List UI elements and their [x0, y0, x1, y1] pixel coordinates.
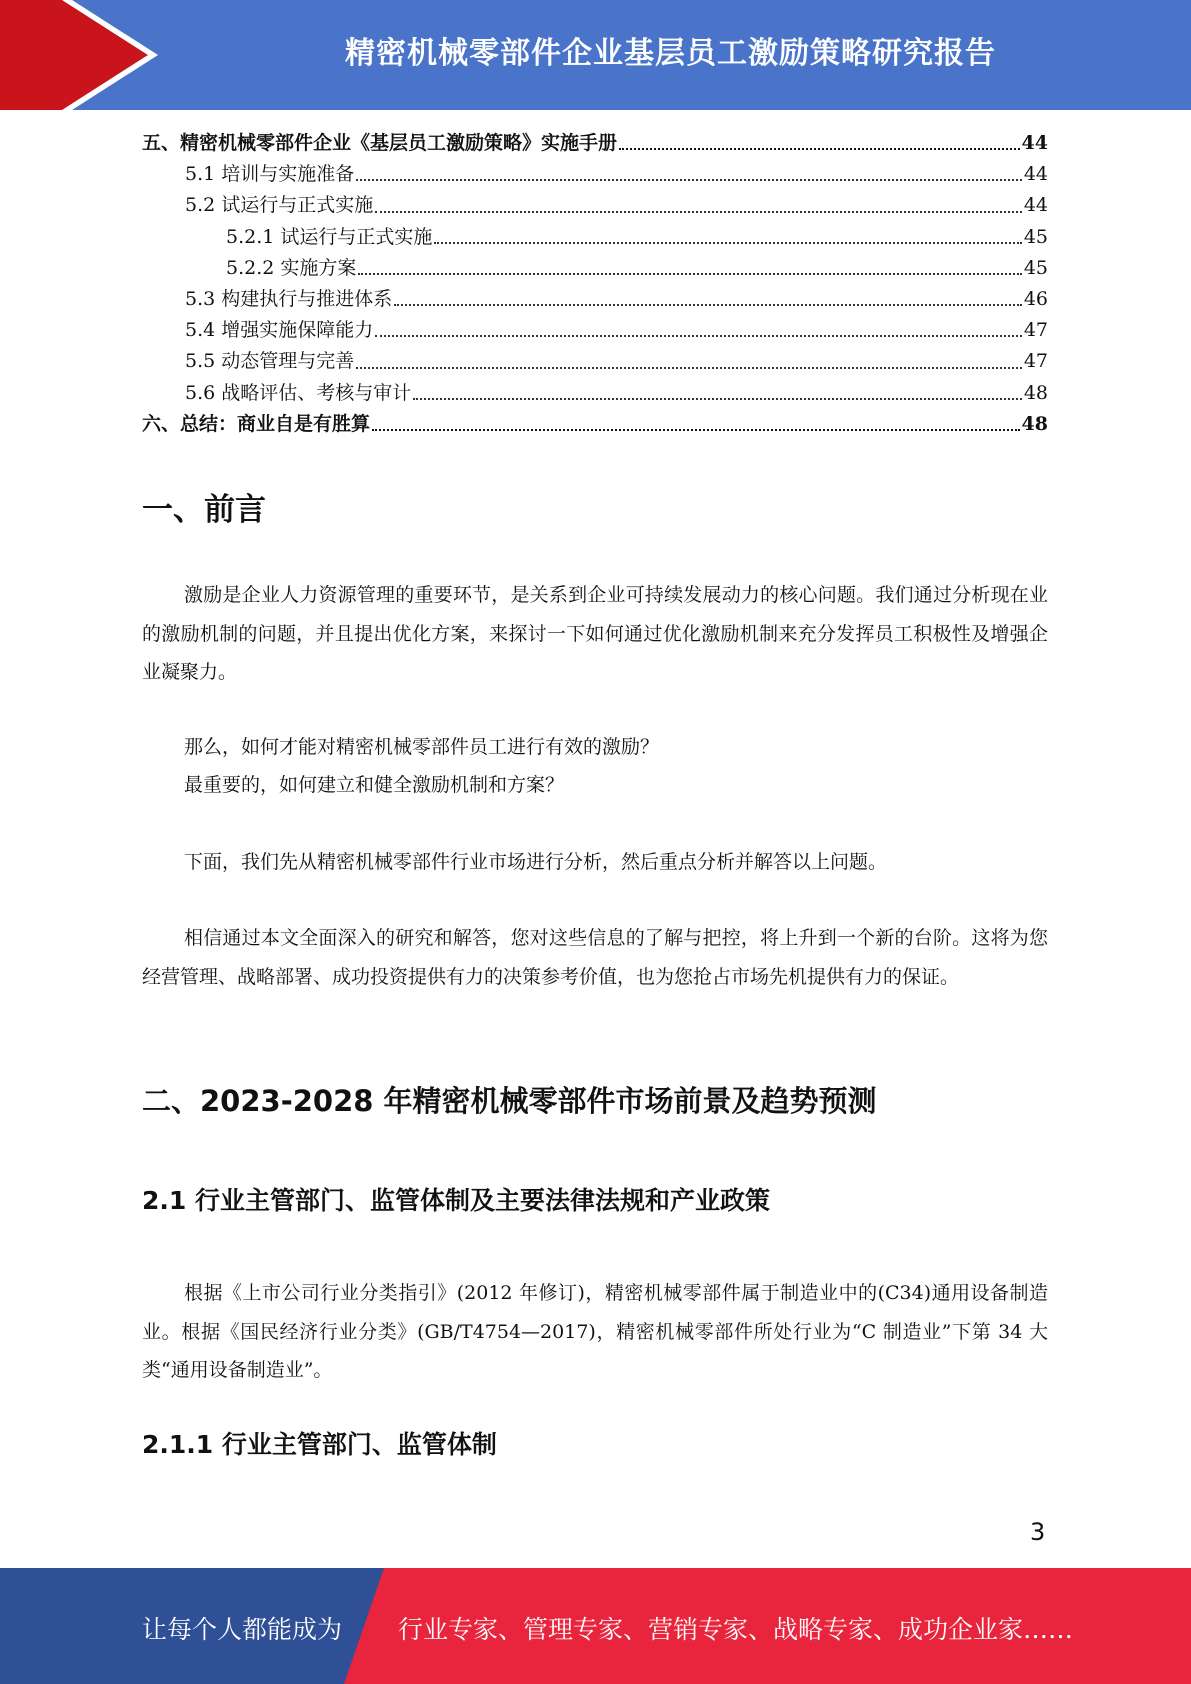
preface-paragraph-3: 相信通过本文全面深入的研究和解答，您对这些信息的了解与把控，将上升到一个新的台阶。这将为您经营管理、战略部署、成功投资提供有力的决策参考价值，也为您抢占市场先机提供有力的保证。 [142, 927, 1048, 988]
toc-entry-page: 45 [1023, 256, 1048, 279]
toc-entry-label: 5.2.2 实施方案 [226, 256, 357, 279]
toc-leader-dots [375, 334, 1022, 337]
toc-entry-page: 44 [1021, 132, 1048, 154]
toc-entry-page: 47 [1023, 319, 1048, 342]
toc-entry-page: 48 [1023, 381, 1048, 404]
toc-entry[interactable] [142, 378, 1048, 409]
toc-leader-dots [619, 147, 1020, 150]
header-arrow-decoration [0, 0, 160, 110]
toc-entry-label: 5.5 动态管理与完善 [185, 350, 355, 373]
toc-entry[interactable] [142, 409, 1048, 440]
toc-entry[interactable] [142, 159, 1048, 190]
toc-leader-dots [394, 303, 1022, 306]
preface-question-1: 那么，如何才能对精密机械零部件员工进行有效的激励？ [184, 736, 660, 758]
header-title: 精密机械零部件企业基层员工激励策略研究报告 [345, 36, 996, 71]
toc-entry[interactable] [142, 253, 1048, 284]
toc-leader-dots [413, 397, 1022, 400]
page-header [0, 0, 1191, 110]
toc-entry-page: 46 [1023, 287, 1048, 310]
page-footer [0, 1568, 1191, 1684]
preface-question-2: 最重要的，如何建立和健全激励机制和方案？ [184, 774, 565, 796]
toc-leader-dots [358, 272, 1021, 275]
toc-entry[interactable] [142, 128, 1048, 159]
toc-leader-dots [375, 210, 1022, 213]
section-heading-preface: 一、前言 [142, 492, 266, 528]
toc-entry-page: 45 [1023, 225, 1048, 248]
toc-leader-dots [372, 428, 1020, 431]
toc-leader-dots [356, 178, 1022, 181]
toc-entry-label: 5.2 试运行与正式实施 [185, 194, 374, 217]
subsection-heading-2-1: 2.1 行业主管部门、监管体制及主要法律法规和产业政策 [142, 1186, 770, 1215]
toc-entry-page: 44 [1023, 163, 1048, 186]
toc-entry-page: 48 [1021, 412, 1048, 435]
toc-entry-label: 5.3 构建执行与推进体系 [185, 287, 393, 310]
toc-entry-page: 44 [1023, 194, 1048, 217]
subsection-heading-2-1-1: 2.1.1 行业主管部门、监管体制 [142, 1430, 497, 1459]
page-number: 3 [1030, 1518, 1046, 1546]
toc-entry[interactable] [142, 222, 1048, 253]
toc-entry[interactable] [142, 346, 1048, 377]
toc-entry[interactable] [142, 315, 1048, 346]
toc-entry-label: 5.1 培训与实施准备 [185, 163, 355, 186]
toc-entry-label: 六、总结：商业自是有胜算 [142, 412, 371, 435]
footer-slogan-left: 让每个人都能成为 [142, 1615, 343, 1644]
toc-entry-label: 5.4 增强实施保障能力 [185, 319, 374, 342]
section-heading-market-forecast: 二、2023-2028 年精密机械零部件市场前景及趋势预测 [142, 1084, 877, 1118]
toc-leader-dots [356, 366, 1022, 369]
toc-entry-page: 47 [1023, 350, 1048, 373]
toc-leader-dots [434, 241, 1021, 244]
toc-entry-label: 5.6 战略评估、考核与审计 [185, 381, 412, 404]
table-of-contents [142, 128, 1048, 440]
preface-paragraph-2: 下面，我们先从精密机械零部件行业市场进行分析，然后重点分析并解答以上问题。 [184, 851, 888, 873]
toc-entry[interactable] [142, 284, 1048, 315]
subsection-2-1-paragraph: 根据《上市公司行业分类指引》(2012 年修订)，精密机械零部件属于制造业中的(C34)通用设备制造业。根据《国民经济行业分类》(GB/T4754—2017)，精密机械零部件所处行业为“C 制造业”下第 34 大类“通用设备制造业”。 [142, 1282, 1048, 1381]
preface-paragraph-1: 激励是企业人力资源管理的重要环节，是关系到企业可持续发展动力的核心问题。我们通过分析现在业的激励机制的问题，并且提出优化方案，来探讨一下如何通过优化激励机制来充分发挥员工积极性及增强企业凝聚力。 [142, 584, 1048, 683]
toc-entry-label: 5.2.1 试运行与正式实施 [226, 225, 433, 248]
footer-slogan-right: 行业专家、管理专家、营销专家、战略专家、成功企业家…… [398, 1615, 1074, 1644]
toc-entry[interactable] [142, 190, 1048, 221]
toc-entry-label: 五、精密机械零部件企业《基层员工激励策略》实施手册 [142, 132, 618, 154]
